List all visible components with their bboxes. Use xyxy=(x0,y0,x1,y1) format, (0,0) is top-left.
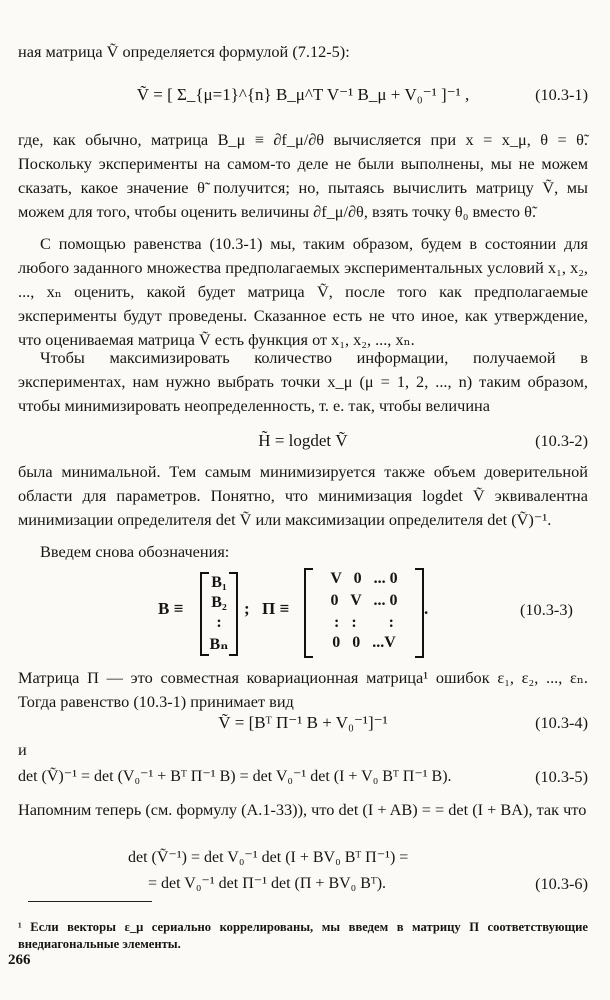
equation-number: (10.3-3) xyxy=(520,600,573,619)
equation-10-3-6-line2: = det V₀⁻¹ det Π⁻¹ det (Π + BV₀ Bᵀ). (10.3-6) xyxy=(18,871,588,897)
equation-number: (10.3-6) xyxy=(535,874,588,893)
paragraph-3: Чтобы максимизировать количество информации, получаемой в экспериментах, нам нужно выбрать точки x_μ (μ = 1, 2, ..., n) таким образом, чтобы минимизировать неопределенность, т. е. так, чтобы величина xyxy=(18,348,588,415)
footnote-rule xyxy=(28,901,152,902)
matrix-pi-label: Π ≡ xyxy=(262,599,290,618)
matrix-b xyxy=(200,572,238,656)
page-number: 266 xyxy=(8,952,31,968)
matrix-pi-row: : : : xyxy=(334,614,394,631)
matrix-b-row: B₂ xyxy=(211,594,227,611)
document-page: ная матрица Ṽ определяется формулой (7.12-5): Ṽ = [ Σ_{μ=1}^{n} B_μ^T V⁻¹ B_μ + V₀⁻¹ ]⁻¹ , (10.3-1) где, как обычно, матрица B_μ ≡ ∂f_μ/∂θ вычисляется при x = x_μ, θ = θ̃. Поскольку эксперименты на самом-то деле не были выполнены, мы не можем сказать, какое значение θ̃ получится; но, пытаясь вычислить матрицу Ṽ, мы можем для того, чтобы оценить величины ∂f_μ/∂θ, взять точку θ₀ вместо θ̃. С помощью равенства (10.3-1) мы, таким образом, будем в состоянии для любого заданного множества предполагаемых экспериментальных условий x₁, x₂, ..., xₙ оценить, какой будет матрица Ṽ, после того как предполагаемые эксперименты будут проведены. Сказанное есть не что иное, как утверждение, что оцениваемая матрица Ṽ есть функция от x₁, x₂, ..., xₙ. Чтобы максимизировать количество информации, получаемой в экспериментах, нам нужно выбрать точки x_μ (μ = 1, 2, ..., n) таким образом, чтобы минимизировать неопределенность, т. е. так, чтобы величина H̃ = logdet Ṽ (10.3-2) была минимальной. Тем самым минимизируется также объем доверительной области для параметров. Понятно, что минимизация logdet Ṽ эквивалентна минимизации определителя det Ṽ или максимизации определителя det (Ṽ)⁻¹. Введем снова обозначения: B ≡ B₁ B₂ : Bₙ ; Π ≡ V 0 ... 0 0 V ... 0 : : : 0 0 ...V . (10.3-3) Матрица Π — это совместная ковариационная матрица¹ ошибок ε₁, ε₂, ..., εₙ. Тогда равенство (10.3-1) принимает вид Ṽ = [Bᵀ Π⁻¹ B + V₀⁻¹]⁻¹ (10.3-4) и det (Ṽ)⁻¹ = det (V₀⁻¹ + Bᵀ Π⁻¹ B) = det V₀⁻¹ det (I + V₀ Bᵀ Π⁻¹ B). (10.3-5) Напомним теперь (см. формулу (A.1-33)), что det (I + AB) = = det (I + BA), так что det (Ṽ⁻¹) = det V₀⁻¹ det (I + BV₀ Bᵀ Π⁻¹) = = det V₀⁻¹ det Π⁻¹ det (Π + BV₀ Bᵀ). (10.3-6) ¹ Если векторы ε_μ сериально коррелированы, мы введем в матрицу Π соответствующие внедиагональные элементы. 266 xyxy=(8,42,588,968)
paragraph-4: была минимальной. Тем самым минимизируется также объем доверительной области для параметров. Понятно, что минимизация logdet Ṽ эквивалентна минимизации определителя det Ṽ или максимизации определителя det (Ṽ)⁻¹. xyxy=(18,462,588,529)
footnote: ¹ Если векторы ε_μ сериально коррелированы, мы введем в матрицу Π соответствующие внедиагональные элементы. xyxy=(18,919,588,951)
matrix-pi xyxy=(304,568,424,658)
paragraph-6: Матрица Π — это совместная ковариационная матрица¹ ошибок ε₁, ε₂, ..., εₙ. Тогда равенство (10.3-1) принимает вид xyxy=(18,668,588,711)
separator: ; xyxy=(244,599,250,618)
equation-number: (10.3-5) xyxy=(535,767,588,786)
equation-10-3-2: H̃ = logdet Ṽ (10.3-2) xyxy=(18,428,588,454)
matrix-pi-row: 0 V ... 0 xyxy=(330,592,398,609)
paragraph-2: С помощью равенства (10.3-1) мы, таким образом, будем в состоянии для любого заданного множества предполагаемых экспериментальных условий x₁, x₂, ..., xₙ оценить, какой будет матрица Ṽ, после того как предполагаемые эксперименты будут проведены. Сказанное есть не что иное, как утверждение, что оцениваемая матрица Ṽ есть функция от x₁, x₂, ..., xₙ. xyxy=(18,234,588,349)
text-line-intro: ная матрица Ṽ определяется формулой (7.12-5): xyxy=(18,42,350,61)
matrix-b-row: B₁ xyxy=(211,574,227,591)
paragraph-7: и xyxy=(18,740,27,759)
equation-number: (10.3-2) xyxy=(535,431,588,450)
paragraph-5: Введем снова обозначения: xyxy=(40,542,230,561)
equation-10-3-1: Ṽ = [ Σ_{μ=1}^{n} B_μ^T V⁻¹ B_μ + V₀⁻¹ ]⁻¹ , (10.3-1) xyxy=(18,82,588,108)
equation-10-3-5: det (Ṽ)⁻¹ = det (V₀⁻¹ + Bᵀ Π⁻¹ B) = det V₀⁻¹ det (I + V₀ Bᵀ Π⁻¹ B). (10.3-5) xyxy=(18,764,588,790)
matrix-pi-row: 0 0 ...V xyxy=(332,634,396,651)
equation-number: (10.3-1) xyxy=(535,85,588,104)
paragraph-1: где, как обычно, матрица B_μ ≡ ∂f_μ/∂θ вычисляется при x = x_μ, θ = θ̃. Поскольку эксперименты на самом-то деле не были выполнены, мы не можем сказать, какое значение θ̃ получится; но, пытаясь вычислить матрицу Ṽ, мы можем для того, чтобы оценить величины ∂f_μ/∂θ, взять точку θ₀ вместо θ̃. xyxy=(18,130,588,221)
equation-number: (10.3-4) xyxy=(535,713,588,732)
equation-10-3-6-line1: det (Ṽ⁻¹) = det V₀⁻¹ det (I + BV₀ Bᵀ Π⁻¹) = xyxy=(128,849,409,866)
matrix-b-row: Bₙ xyxy=(209,636,229,653)
matrix-b-label: B ≡ xyxy=(158,599,184,618)
paragraph-8: Напомним теперь (см. формулу (A.1-33)), что det (I + AB) = = det (I + BA), так что xyxy=(18,800,587,819)
matrix-b-row: : xyxy=(216,614,222,631)
matrix-pi-row: V 0 ... 0 xyxy=(330,570,398,587)
equation-10-3-4: Ṽ = [Bᵀ Π⁻¹ B + V₀⁻¹]⁻¹ (10.3-4) xyxy=(18,710,588,736)
